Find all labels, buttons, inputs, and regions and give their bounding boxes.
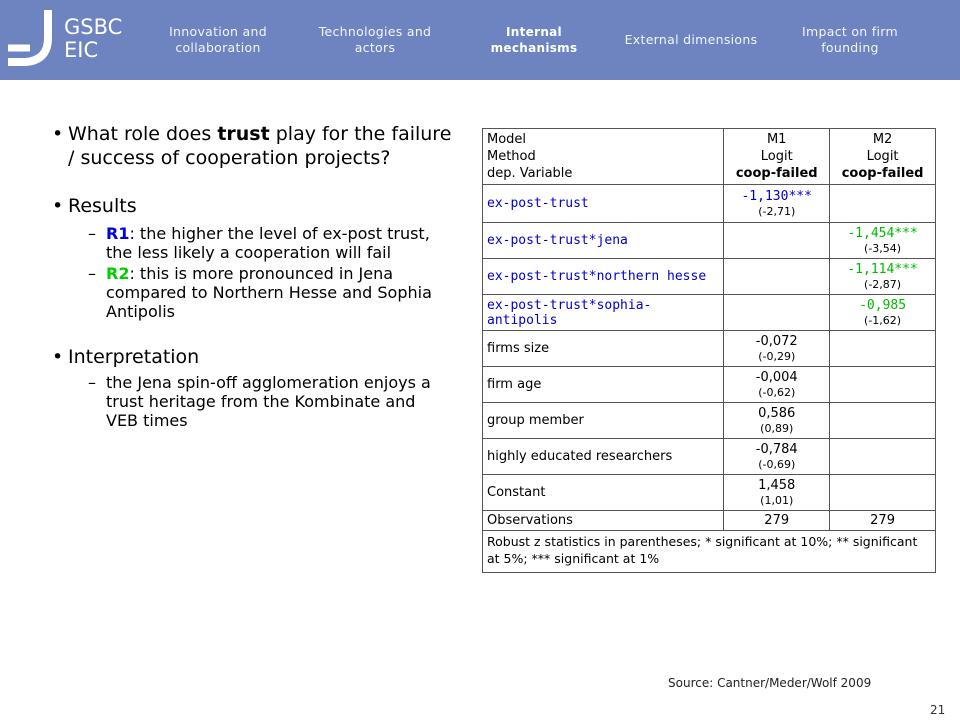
source-citation: Source: Cantner/Meder/Wolf 2009 [668, 676, 872, 690]
m1-cell [724, 259, 830, 295]
logo-text [64, 16, 122, 62]
m1-cell: 279 [724, 511, 830, 531]
m1-model: M1 [766, 132, 787, 147]
table-note: Robust z statistics in parentheses; * significant at 10%; ** significant at 5%; *** significant at 1% [483, 531, 936, 573]
regression-table [482, 128, 936, 573]
coef: -0,985 [859, 297, 907, 313]
bullet-list [52, 122, 452, 430]
m2-method: Logit [866, 149, 899, 164]
logo-mark-icon [4, 8, 62, 72]
coef: 1,458 [758, 477, 796, 493]
m2-header [830, 129, 936, 185]
m2-cell [830, 331, 936, 367]
label-method: Method [487, 149, 536, 164]
std-error: (-3,54) [864, 241, 902, 255]
table-row [483, 185, 936, 223]
row-label: Constant [483, 475, 724, 511]
m2-model: M2 [872, 132, 893, 147]
table-row-observations [483, 511, 936, 531]
m2-cell [830, 475, 936, 511]
question-bold: trust [217, 123, 270, 145]
std-error: (-2,87) [864, 277, 902, 291]
nav-internal-mechanisms[interactable]: Internal mechanisms [490, 25, 578, 55]
sub-bullet-interpretation [52, 373, 452, 430]
coef: -1,454*** [847, 225, 918, 241]
row-label: ex-post-trust*northern hesse [483, 259, 724, 295]
bullet-question [52, 122, 452, 170]
m1-cell [724, 403, 830, 439]
results-heading: Results [68, 195, 137, 217]
row-label: group member [483, 403, 724, 439]
m1-depvar: coop-failed [735, 166, 818, 181]
interpretation-heading: Interpretation [68, 346, 200, 368]
nav-technologies-actors[interactable]: Technologies and actors [318, 24, 432, 55]
std-error: (0,89) [760, 421, 794, 435]
coef: -0,004 [755, 369, 798, 385]
m1-cell [724, 439, 830, 475]
dash: – [88, 373, 96, 392]
table-row [483, 367, 936, 403]
bullet-interpretation [52, 345, 452, 369]
question-post: play for the failure / success of cooperation projects? [68, 123, 452, 169]
coef: -1,130*** [741, 188, 812, 204]
m1-cell [724, 475, 830, 511]
header-bar [0, 0, 960, 80]
std-error: (-0,29) [758, 349, 796, 363]
std-error: (-2,71) [758, 204, 796, 218]
m1-cell [724, 185, 830, 223]
table-note-row [483, 531, 936, 573]
m2-depvar: coop-failed [841, 166, 924, 181]
sub-bullet-r1 [52, 224, 452, 262]
std-error: (-0,62) [758, 385, 796, 399]
label-dep-variable: dep. Variable [487, 166, 573, 181]
interpretation-text: the Jena spin-off agglomeration enjoys a trust heritage from the Kombinate and VEB times [106, 373, 431, 430]
coef: -0,784 [755, 441, 798, 457]
row-label: Observations [483, 511, 724, 531]
gsbc-logo [0, 0, 150, 80]
nav-impact-firm-founding[interactable]: Impact on firm founding [802, 24, 898, 55]
row-label: highly educated researchers [483, 439, 724, 475]
m1-cell [724, 295, 830, 331]
row-label: firm age [483, 367, 724, 403]
sub-bullet-r2 [52, 264, 452, 321]
coef: 0,586 [758, 405, 796, 421]
r1-label: R1 [106, 224, 130, 243]
table-row [483, 403, 936, 439]
m1-header [724, 129, 830, 185]
nav-external-dimensions[interactable]: External dimensions [624, 32, 758, 47]
table-row [483, 295, 936, 331]
m1-cell [724, 223, 830, 259]
m1-method: Logit [760, 149, 793, 164]
row-label: ex-post-trust*sophia-antipolis [483, 295, 724, 331]
table-row [483, 223, 936, 259]
row-label: ex-post-trust [483, 185, 724, 223]
page-number: 21 [930, 703, 946, 717]
std-error: (1,01) [760, 493, 794, 507]
row-label: ex-post-trust*jena [483, 223, 724, 259]
coef: -0,072 [755, 333, 798, 349]
table-row [483, 439, 936, 475]
nav-innovation-collaboration[interactable]: Innovation and collaboration [169, 24, 267, 55]
m2-cell [830, 439, 936, 475]
coef: -1,114*** [847, 261, 918, 277]
r2-text: : this is more pronounced in Jena compared to Northern Hesse and Sophia Antipolis [106, 264, 432, 321]
m2-cell [830, 295, 936, 331]
std-error: (-1,62) [864, 313, 902, 327]
label-model: Model [487, 132, 527, 147]
dash: – [88, 224, 96, 243]
header-labels [483, 129, 724, 185]
bullet-results [52, 194, 452, 218]
logo-line-2: EIC [64, 38, 99, 62]
r2-label: R2 [106, 264, 130, 283]
row-label: firms size [483, 331, 724, 367]
m2-cell [830, 259, 936, 295]
m2-cell [830, 223, 936, 259]
m2-cell [830, 403, 936, 439]
table-header-row [483, 129, 936, 185]
m2-cell [830, 367, 936, 403]
table-row [483, 475, 936, 511]
table-row [483, 331, 936, 367]
r1-text: : the higher the level of ex-post trust, the less likely a cooperation will fail [106, 224, 430, 262]
m1-cell [724, 331, 830, 367]
table-row [483, 259, 936, 295]
m1-cell [724, 367, 830, 403]
std-error: (-0,69) [758, 457, 796, 471]
dash: – [88, 264, 96, 283]
m2-cell [830, 185, 936, 223]
m2-cell: 279 [830, 511, 936, 531]
question-pre: What role does [68, 123, 218, 145]
logo-line-1: GSBC [64, 15, 123, 39]
